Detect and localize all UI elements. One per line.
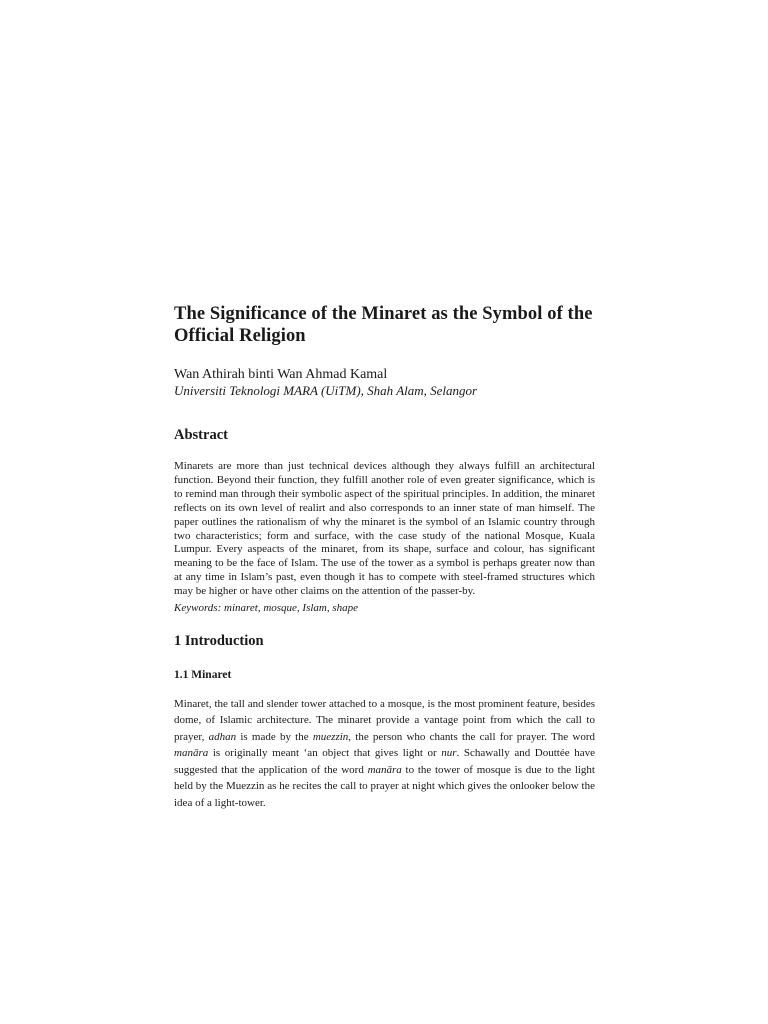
section-heading-introduction: 1 Introduction — [174, 633, 264, 650]
abstract-text: Minarets are more than just technical devices although they always fulfill an architectural function. Beyond their function, they fulfill another role of even greater significance, which is to remind man through their symbolic aspect of the spiritual principles. In addition, the minaret reflects on its own level of realirt and also corresponds to an inner state of man himself. The paper outlines the rationalism of why the minaret is the symbol of an Islamic country through two characteristics; form and surface, with the case study of the national Mosque, Kuala Lumpur. Every aspeacts of the minaret, from its shape, surface and colour, has significant meaning to be the face of Islam. The use of the tower as a symbol is perhaps greater now than at any time in Islam’s past, even though it has to compete with steel-framed structures which may be higher or have other claims on the attention of the passer-by. — [174, 460, 595, 598]
term-nur: nur — [441, 747, 457, 760]
keywords-line: Keywords: minaret, mosque, Islam, shape — [174, 602, 359, 615]
term-muezzin: muezzin — [312, 730, 349, 743]
term-manara: manāra — [174, 747, 209, 760]
paragraph-text: Minaret, the tall and slender tower attached to a mosque, is the most prominent feature, besides dome, of Islamic architecture. The minaret provide a vantage point from which the call to prayer, — [174, 698, 595, 743]
paragraph-text: , the person who chants the call for prayer. The word — [348, 730, 595, 743]
subsection-heading-minaret: 1.1 Minaret — [174, 669, 232, 682]
abstract-heading: Abstract — [174, 427, 228, 443]
paper-title: The Significance of the Minaret as the Symbol of the Official Religion — [174, 304, 593, 346]
author-affiliation: Universiti Teknologi MARA (UiTM), Shah Alam, Selangor — [174, 383, 478, 398]
paper-page — [174, 303, 595, 811]
intro-paragraph — [174, 696, 595, 811]
paragraph-text: is originally meant ‘an object that gives light or — [208, 747, 442, 760]
paragraph-text: to the tower of mosque is due to the light held by the Muezzin as he recites the call to prayer at night which gives the onlooker below the idea of a light-tower. — [174, 763, 595, 809]
paragraph-text: . Schawally and Douttée have suggested that the application of the word — [174, 747, 595, 776]
term-adhan: adhan — [208, 730, 237, 743]
paragraph-text: is made by the — [236, 730, 313, 743]
term-manara: manāra — [367, 763, 402, 776]
author-name: Wan Athirah binti Wan Ahmad Kamal — [174, 367, 388, 382]
